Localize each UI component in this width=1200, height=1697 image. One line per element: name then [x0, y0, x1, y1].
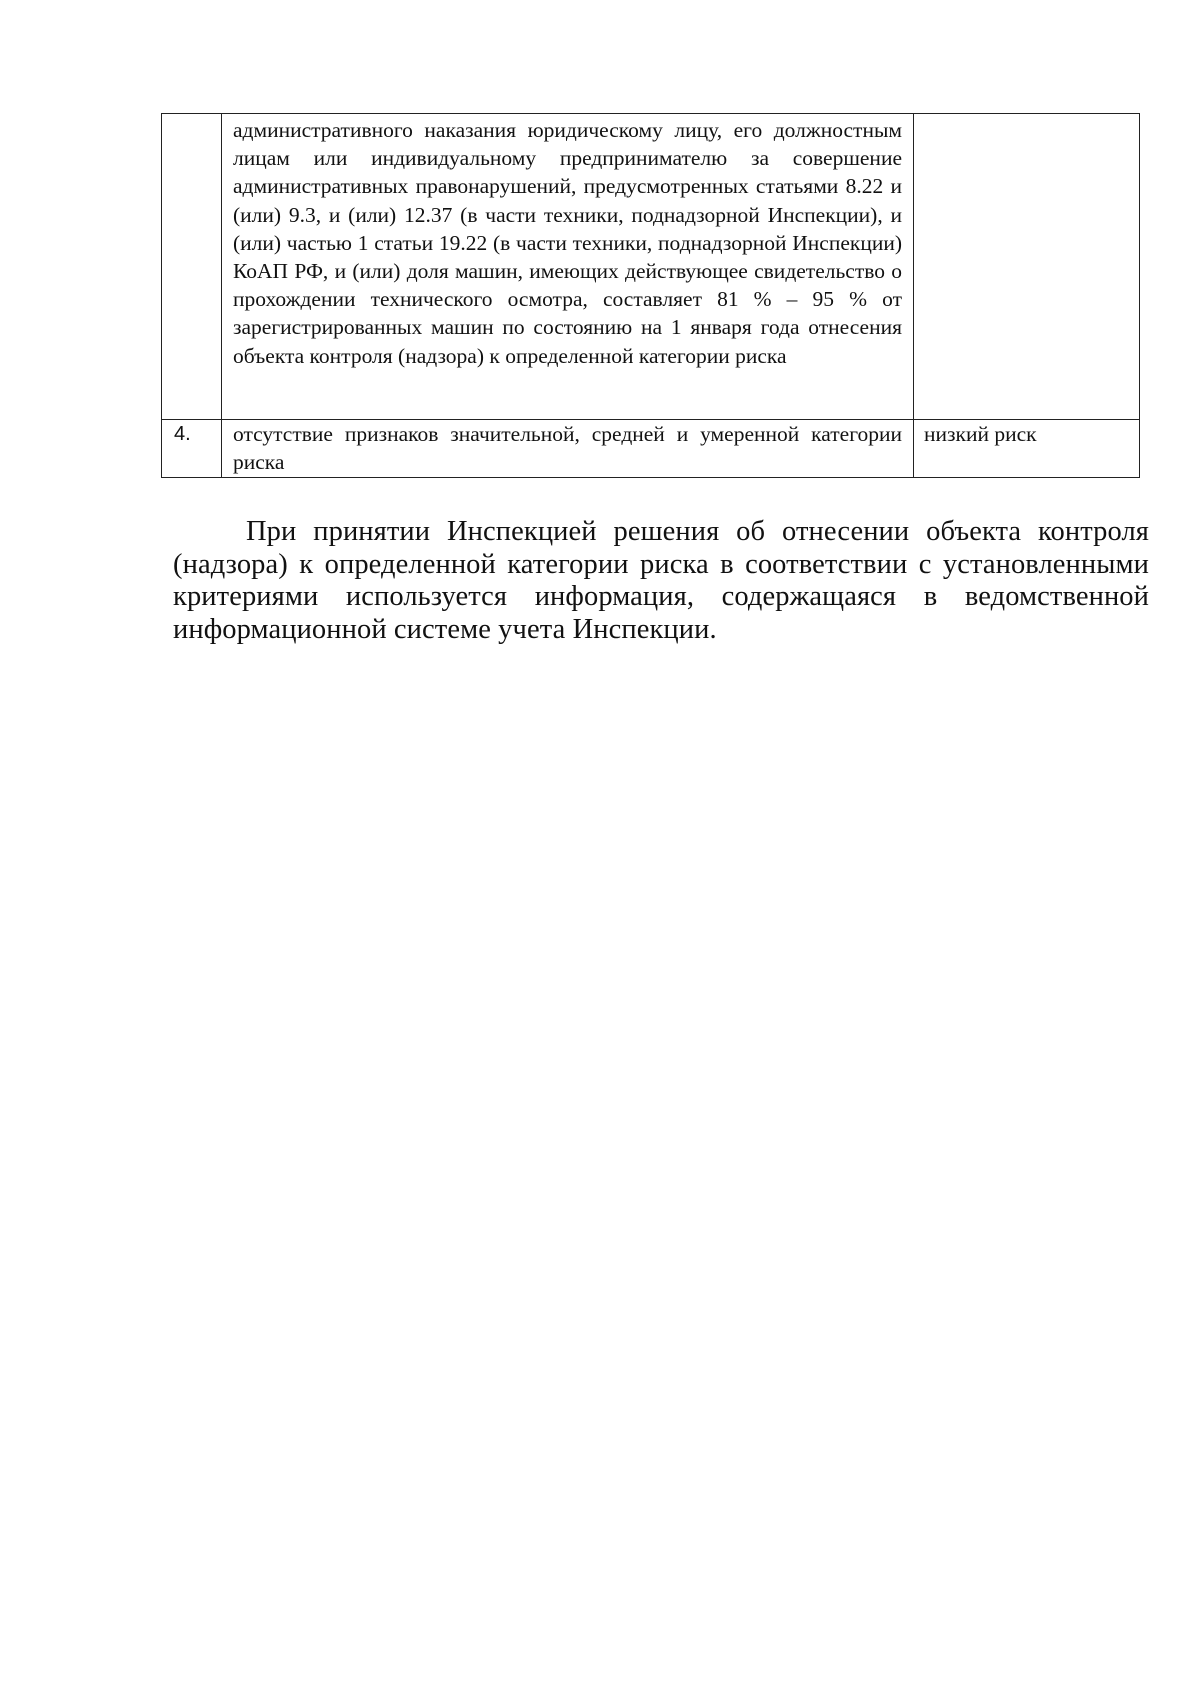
row-number-cell	[162, 420, 222, 478]
risk-category-text: низкий риск	[924, 422, 1037, 446]
row-number-cell	[162, 114, 222, 420]
row-number	[162, 114, 221, 116]
row-number: 4.	[174, 423, 191, 445]
risk-category-cell	[914, 420, 1140, 478]
criterion-text: административного наказания юридическому лицу, его должностным лицам или индивидуальному предпринимателю за совершение административных правонарушений, предусмотренных статьями 8.22 и (или) 9.3, и (или) 12.37 (в части техники, поднадзорной Инспекции), и (или) частью 1 статьи 19.22 (в части техники, поднадзорной Инспекции) КоАП РФ, и (или) доля машин, имеющих действующее свидетельство о прохождении технического осмотра, составляет 81 % – 95 % от зарегистрированных машин по состоянию на 1 января года отнесения объекта контроля (надзора) к определенной категории риска	[233, 118, 902, 368]
table-row	[162, 114, 1140, 420]
closing-paragraph: При принятии Инспекцией решения об отнесении объекта контроля (надзора) к определенной категории риска в соответствии с установленными критериями используется информация, содержащаяся в ведомственной информационной системе учета Инспекции.	[173, 516, 1149, 645]
table-row	[162, 420, 1140, 478]
criterion-cell	[222, 114, 914, 420]
criterion-cell	[222, 420, 914, 478]
risk-criteria-table	[161, 113, 1140, 478]
risk-category-cell	[914, 114, 1140, 420]
criterion-text: отсутствие признаков значительной, средней и умеренной категории риска	[233, 422, 902, 475]
